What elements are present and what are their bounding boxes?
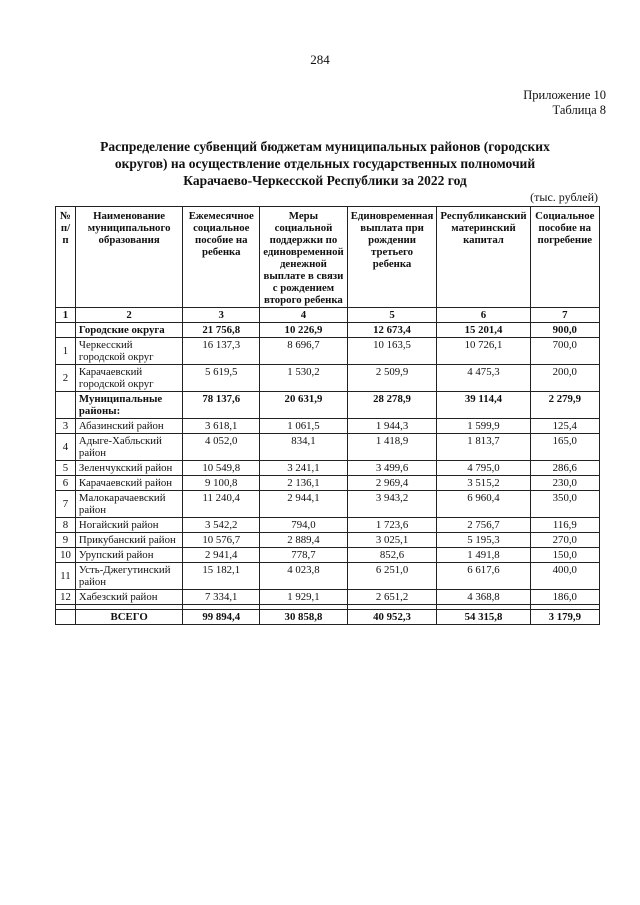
table-body: [56, 323, 600, 605]
total-cell: 40 952,3: [347, 610, 437, 625]
row-number-cell: 4: [56, 434, 76, 461]
table-row: [56, 419, 600, 434]
appendix-line: Приложение 10: [523, 88, 606, 102]
title-line: Распределение субвенций бюджетам муниципальных районов (городских: [100, 139, 550, 154]
value-cell: 700,0: [530, 338, 599, 365]
value-cell: 39 114,4: [437, 392, 530, 419]
value-cell: 28 278,9: [347, 392, 437, 419]
total-cell: 99 894,4: [183, 610, 260, 625]
value-cell: 2 889,4: [260, 533, 348, 548]
value-cell: 2 651,2: [347, 590, 437, 605]
value-cell: 2 756,7: [437, 518, 530, 533]
value-cell: 1 723,6: [347, 518, 437, 533]
row-number-cell: 6: [56, 476, 76, 491]
value-cell: 4 475,3: [437, 365, 530, 392]
value-cell: 834,1: [260, 434, 348, 461]
value-cell: 3 943,2: [347, 491, 437, 518]
value-cell: 1 813,7: [437, 434, 530, 461]
municipality-name-cell: Адыге-Хабльский район: [75, 434, 182, 461]
row-number-cell: 10: [56, 548, 76, 563]
total-label: ВСЕГО: [75, 610, 182, 625]
value-cell: 6 251,0: [347, 563, 437, 590]
table-row: [56, 548, 600, 563]
value-cell: 852,6: [347, 548, 437, 563]
value-cell: 4 023,8: [260, 563, 348, 590]
value-cell: 9 100,8: [183, 476, 260, 491]
column-number: 7: [530, 308, 599, 323]
value-cell: 4 795,0: [437, 461, 530, 476]
value-cell: 286,6: [530, 461, 599, 476]
header-cell-second-child: Меры социальной поддержки по единовременной денежной выплате в связи с рождением второго ребенка: [260, 207, 348, 308]
value-cell: 1 418,9: [347, 434, 437, 461]
total-cell: 30 858,8: [260, 610, 348, 625]
value-cell: 230,0: [530, 476, 599, 491]
municipality-name-cell: Прикубанский район: [75, 533, 182, 548]
value-cell: 15 201,4: [437, 323, 530, 338]
value-cell: 1 929,1: [260, 590, 348, 605]
value-cell: 10 226,9: [260, 323, 348, 338]
value-cell: 1 944,3: [347, 419, 437, 434]
value-cell: 6 617,6: [437, 563, 530, 590]
municipality-name-cell: Карачаевский городской округ: [75, 365, 182, 392]
table-number-line: Таблица 8: [552, 103, 606, 117]
table-row: [56, 323, 600, 338]
municipality-name-cell: Абазинский район: [75, 419, 182, 434]
value-cell: 21 756,8: [183, 323, 260, 338]
value-cell: 6 960,4: [437, 491, 530, 518]
document-title: [60, 138, 590, 189]
total-number-cell: [56, 610, 76, 625]
value-cell: 3 241,1: [260, 461, 348, 476]
column-number: 2: [75, 308, 182, 323]
municipality-name-cell: Урупский район: [75, 548, 182, 563]
value-cell: 11 240,4: [183, 491, 260, 518]
row-number-cell: 5: [56, 461, 76, 476]
value-cell: 1 061,5: [260, 419, 348, 434]
value-cell: 125,4: [530, 419, 599, 434]
table-row: [56, 392, 600, 419]
table-row: [56, 476, 600, 491]
column-number: 5: [347, 308, 437, 323]
table-row: [56, 461, 600, 476]
value-cell: 2 944,1: [260, 491, 348, 518]
municipality-name-cell: Малокарачаевский район: [75, 491, 182, 518]
row-number-cell: 1: [56, 338, 76, 365]
value-cell: 5 195,3: [437, 533, 530, 548]
table-row: [56, 533, 600, 548]
table-row: [56, 563, 600, 590]
table-row: [56, 590, 600, 605]
value-cell: 8 696,7: [260, 338, 348, 365]
row-number-cell: 11: [56, 563, 76, 590]
value-cell: 165,0: [530, 434, 599, 461]
municipality-name-cell: Ногайский район: [75, 518, 182, 533]
value-cell: 1 491,8: [437, 548, 530, 563]
row-number-cell: 9: [56, 533, 76, 548]
value-cell: 350,0: [530, 491, 599, 518]
value-cell: 150,0: [530, 548, 599, 563]
column-number: 3: [183, 308, 260, 323]
value-cell: 10 163,5: [347, 338, 437, 365]
column-number: 6: [437, 308, 530, 323]
value-cell: 4 052,0: [183, 434, 260, 461]
value-cell: 794,0: [260, 518, 348, 533]
value-cell: 778,7: [260, 548, 348, 563]
row-number-cell: 7: [56, 491, 76, 518]
value-cell: 270,0: [530, 533, 599, 548]
value-cell: 900,0: [530, 323, 599, 338]
value-cell: 2 136,1: [260, 476, 348, 491]
title-line: Карачаево-Черкесской Республики за 2022 год: [183, 173, 467, 188]
value-cell: 10 549,8: [183, 461, 260, 476]
municipality-name-cell: Усть-Джегутинский район: [75, 563, 182, 590]
value-cell: 3 618,1: [183, 419, 260, 434]
header-cell-maternity-capital: Республиканский материнский капитал: [437, 207, 530, 308]
table-row: [56, 365, 600, 392]
value-cell: 7 334,1: [183, 590, 260, 605]
total-cell: 54 315,8: [437, 610, 530, 625]
municipality-name-cell: Черкесский городской округ: [75, 338, 182, 365]
value-cell: 78 137,6: [183, 392, 260, 419]
value-cell: 10 726,1: [437, 338, 530, 365]
value-cell: 2 969,4: [347, 476, 437, 491]
municipality-name-cell: Карачаевский район: [75, 476, 182, 491]
value-cell: 3 515,2: [437, 476, 530, 491]
municipality-name-cell: Зеленчукский район: [75, 461, 182, 476]
total-cell: 3 179,9: [530, 610, 599, 625]
subventions-table: [55, 206, 600, 625]
value-cell: 400,0: [530, 563, 599, 590]
value-cell: 116,9: [530, 518, 599, 533]
municipality-name-cell: Муниципальные районы:: [75, 392, 182, 419]
row-number-cell: [56, 323, 76, 338]
value-cell: 4 368,8: [437, 590, 530, 605]
table-row: [56, 518, 600, 533]
column-number-row: [56, 308, 600, 323]
value-cell: 1 599,9: [437, 419, 530, 434]
column-number: 1: [56, 308, 76, 323]
value-cell: 12 673,4: [347, 323, 437, 338]
value-cell: 15 182,1: [183, 563, 260, 590]
value-cell: 20 631,9: [260, 392, 348, 419]
value-cell: 2 509,9: [347, 365, 437, 392]
value-cell: 3 499,6: [347, 461, 437, 476]
table-row: [56, 491, 600, 518]
total-row: [56, 610, 600, 625]
municipality-name-cell: Городские округа: [75, 323, 182, 338]
header-cell-name: Наименование муниципального образования: [75, 207, 182, 308]
header-cell-monthly-allowance: Ежемесячное социальное пособие на ребенка: [183, 207, 260, 308]
value-cell: 5 619,5: [183, 365, 260, 392]
column-number: 4: [260, 308, 348, 323]
page-number: 284: [310, 52, 330, 67]
row-number-cell: 12: [56, 590, 76, 605]
value-cell: 2 941,4: [183, 548, 260, 563]
value-cell: 186,0: [530, 590, 599, 605]
header-cell-third-child: Единовременная выплата при рождении третьего ребенка: [347, 207, 437, 308]
header-cell-funeral-allowance: Социальное пособие на погребение: [530, 207, 599, 308]
value-cell: 10 576,7: [183, 533, 260, 548]
value-cell: 2 279,9: [530, 392, 599, 419]
header-cell-number: № п/п: [56, 207, 76, 308]
units-note: (тыс. рублей): [530, 190, 598, 204]
value-cell: 1 530,2: [260, 365, 348, 392]
value-cell: 200,0: [530, 365, 599, 392]
table-row: [56, 338, 600, 365]
value-cell: 3 025,1: [347, 533, 437, 548]
appendix-reference: [523, 88, 606, 118]
municipality-name-cell: Хабезский район: [75, 590, 182, 605]
row-number-cell: [56, 392, 76, 419]
row-number-cell: 2: [56, 365, 76, 392]
header-row: [56, 207, 600, 308]
row-number-cell: 8: [56, 518, 76, 533]
title-line: округов) на осуществление отдельных государственных полномочий: [114, 156, 536, 171]
value-cell: 3 542,2: [183, 518, 260, 533]
value-cell: 16 137,3: [183, 338, 260, 365]
table-row: [56, 434, 600, 461]
row-number-cell: 3: [56, 419, 76, 434]
